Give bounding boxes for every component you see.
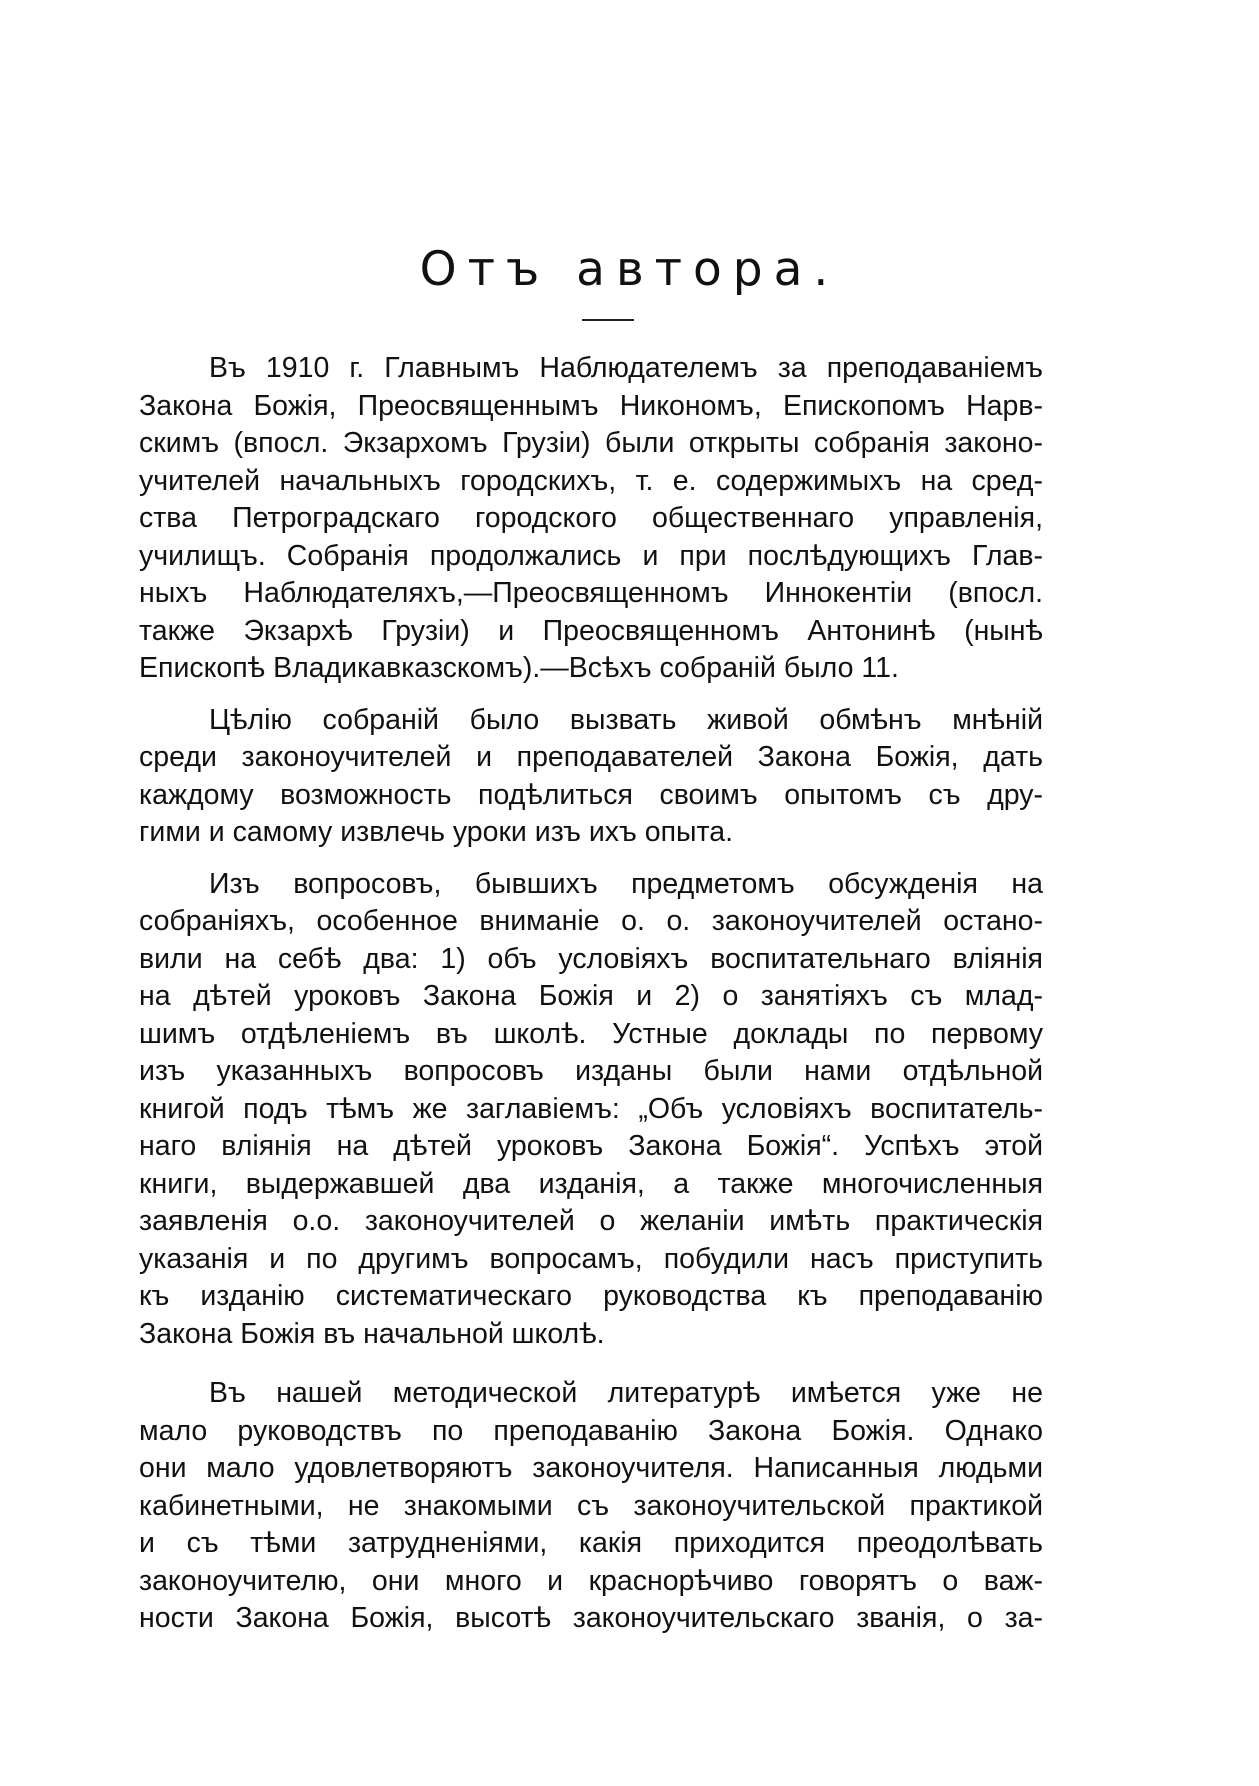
text-line: училищъ. Собранія продолжались и при послѣдующихъ Глав- [139, 539, 1043, 572]
text-line: они мало удовлетворяютъ законоучителя. Написанныя людьми [139, 1452, 1043, 1484]
paragraph-3 [139, 866, 1043, 1354]
text-line: ства Петроградскаго городского общественнаго управленія, [139, 502, 1043, 534]
text-line: кабинетными, не знакомыми съ законоучительской практикой [139, 1489, 1043, 1522]
text-line: книгой подъ тѣмъ же заглавіемъ: „Объ условіяхъ воспитатель- [139, 1092, 1043, 1125]
text-line: Закона Божія въ начальной школѣ. [139, 1317, 605, 1350]
text-line: заявленія о.о. законоучителей о желаніи имѣть практическія [139, 1205, 1043, 1237]
paragraph-gap [139, 688, 1043, 702]
text-line: книги, выдержавшей два изданія, а также многочисленныя [139, 1167, 1043, 1200]
text-line: изъ указанныхъ вопросовъ изданы были нами отдѣльной [139, 1055, 1043, 1087]
text-line: наго вліянія на дѣтей уроковъ Закона Божія“. Успѣхъ этой [139, 1130, 1043, 1162]
text-line: ныхъ Наблюдателяхъ,—Преосвященномъ Иннокентіи (впосл. [139, 577, 1043, 609]
text-line: Въ 1910 г. Главнымъ Наблюдателемъ за преподаваніемъ [209, 352, 1043, 384]
text-line: къ изданію систематическаго руководства къ преподаванію [139, 1280, 1043, 1312]
text-line: Закона Божія, Преосвященнымъ Никономъ, Епископомъ Нарв- [139, 389, 1043, 422]
paragraph-2 [139, 702, 1043, 852]
page-title: Отъ автора. [419, 242, 840, 297]
paragraph-gap [139, 852, 1043, 866]
text-line: собраніяхъ, особенное вниманіе о. о. законоучителей остано- [139, 905, 1043, 937]
text-line: ности Закона Божія, высотѣ законоучительскаго званія, о за- [139, 1602, 1043, 1634]
text-line: указанія и по другимъ вопросамъ, побудили насъ приступить [139, 1242, 1043, 1275]
paragraph-4 [139, 1375, 1043, 1638]
text-line: гими и самому извлечь уроки изъ ихъ опыта. [139, 816, 734, 848]
text-line: среди законоучителей и преподавателей Закона Божія, дать [139, 741, 1043, 773]
text-line: вили на себѣ два: 1) объ условіяхъ воспитательнаго вліянія [139, 942, 1043, 975]
text-line: на дѣтей уроковъ Закона Божія и 2) о занятіяхъ съ млад- [139, 980, 1043, 1012]
text-line: Цѣлію собраній было вызвать живой обмѣнъ мнѣній [209, 703, 1043, 736]
text-line: законоучителю, они много и краснорѣчиво говорятъ о важ- [139, 1564, 1043, 1597]
text-line: шимъ отдѣленіемъ въ школѣ. Устные доклады по первому [139, 1017, 1043, 1050]
text-line: Изъ вопросовъ, бывшихъ предметомъ обсужденія на [209, 867, 1043, 900]
text-line: скимъ (впосл. Экзархомъ Грузіи) были открыты собранія законо- [139, 427, 1043, 459]
text-line: учителей начальныхъ городскихъ, т. е. содержимыхъ на сред- [139, 464, 1043, 497]
text-line: мало руководствъ по преподаванію Закона Божія. Однако [139, 1414, 1043, 1447]
text-line: каждому возможность подѣлиться своимъ опытомъ съ дру- [139, 778, 1043, 811]
text-line: также Экзархѣ Грузіи) и Преосвященномъ Антонинѣ (нынѣ [139, 614, 1043, 647]
paragraph-gap [139, 1353, 1043, 1375]
body-text [139, 350, 1043, 1638]
text-line: Въ нашей методической литературѣ имѣется уже не [209, 1377, 1043, 1409]
text-line: и съ тѣми затрудненіями, какія приходится преодолѣвать [139, 1527, 1043, 1559]
text-line: Епископѣ Владикавказскомъ).—Всѣхъ собраній было 11. [139, 652, 899, 684]
paragraph-1 [139, 350, 1043, 688]
title-rule [582, 319, 634, 321]
